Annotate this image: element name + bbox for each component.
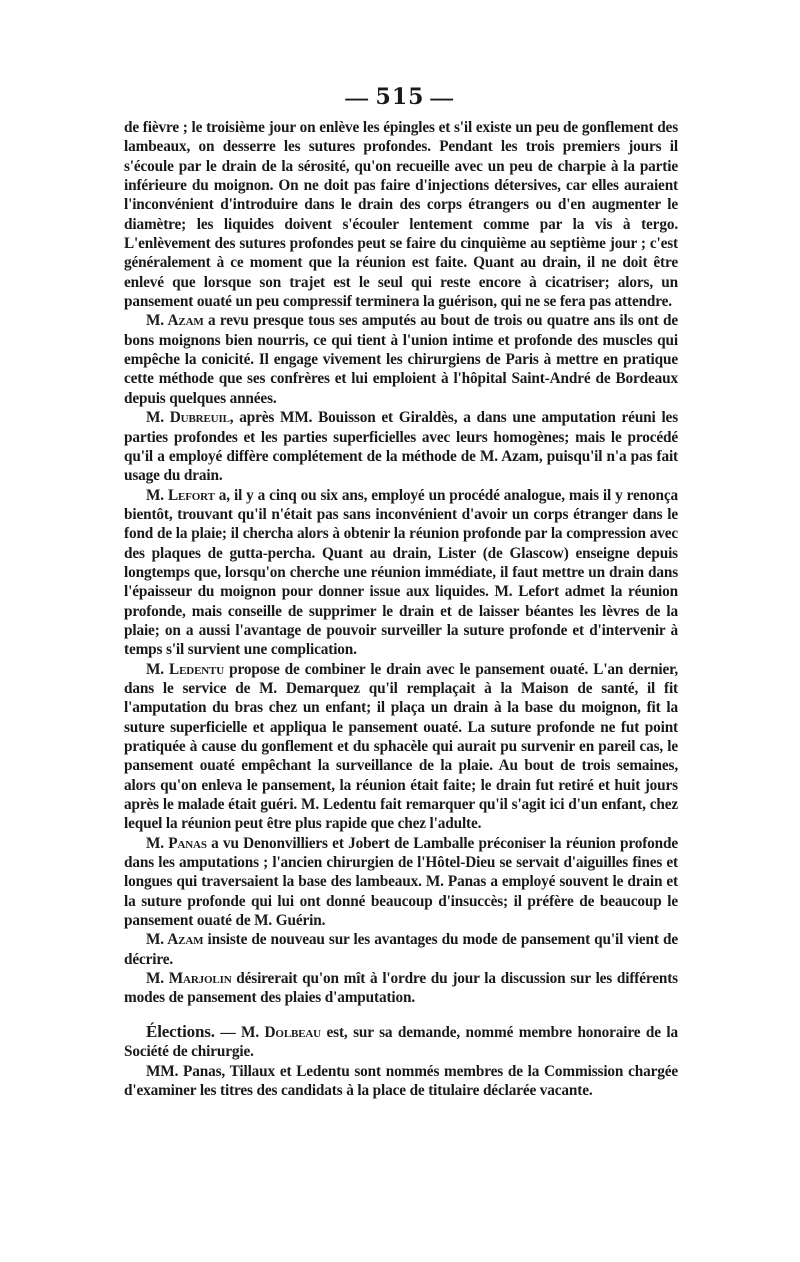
speaker-name: M. Dubreuil (146, 409, 230, 427)
elections-commission: MM. Panas, Tillaux et Ledentu sont nommés membres de la Commission chargée d'examiner les titres des candidats à la place de titulaire déclarée vacante. (124, 1062, 678, 1099)
paragraph-ledentu: M. Ledentu propose de combiner le drain avec le pansement ouaté. L'an dernier, dans le service de M. Demarquez qu'il remplaçait à la Maison de santé, il fit l'amputation du bras chez un enfant; il plaça un drain à la base du moignon, fit la suture superficielle et appliqua le pansement ouaté. La suture profonde ne fut point pratiquée à cause du gonflement et du sphacèle qui aurait pu survenir en pareil cas, le pansement ouaté empêchant la surveillance de la plaie. Au bout de trois semaines, alors qu'on enleva le pansement, la réunion était faite; le drain fut retiré et huit jours après le malade était guéri. M. Ledentu fait remarquer qu'il s'agit ici d'un enfant, chez lequel la réunion peut être plus rapide que chez l'adulte. (124, 660, 678, 833)
paragraph-panas: M. Panas a vu Denonvilliers et Jobert de Lamballe préconiser la réunion profonde dans les amputations ; l'ancien chirurgien de l'Hôtel-Dieu se servait d'aiguilles fines et longues qui traversaient la base des lambeaux. M. Panas a employé souvent le drain et la suture profonde qui lui ont donné beaucoup d'insuccès; il préfère de beaucoup le pansement ouaté de M. Guérin. (124, 834, 678, 930)
page-header (0, 84, 800, 110)
speaker-name: M. Ledentu (146, 660, 225, 678)
paragraph-lefort: M. Lefort a, il y a cinq ou six ans, employé un procédé analogue, mais il y renonça bientôt, trouvant qu'il n'était pas sans inconvénient d'avoir un corps étranger dans le fond de la plaie; il chercha alors à obtenir la réunion profonde par la compression avec des plaques de gutta-percha. Quant au drain, Lister (de Glascow) enseigne depuis longtemps que, lorsqu'on cherche une réunion immédiate, il faut mettre un drain dans l'épaisseur du moignon pour donner issue aux liquides. M. Lefort admet la réunion profonde, mais conseille de supprimer le drain et de laisser béantes les lèvres de la plaie; on a aussi l'avantage de pouvoir surveiller la suture profonde et d'intervenir à temps s'il survient une complication. (124, 486, 678, 659)
paragraph-azam: M. Azam a revu presque tous ses amputés au bout de trois ou quatre ans ils ont de bons moignons bien nourris, ce qui tient à l'union intime et profonde des muscles qui empêche la conicité. Il engage vivement les chirurgiens de Paris à mettre en pratique cette méthode que ses confrères et lui emploient à l'hôpital Saint-André de Bordeaux depuis quelques années. (124, 312, 678, 407)
speaker-name: M. Lefort (146, 486, 215, 504)
header-dash-right: — (429, 88, 457, 108)
speaker-name: M. Panas (146, 834, 207, 852)
speaker-name: M. Azam (146, 931, 204, 949)
section-gap (124, 1008, 678, 1022)
page-number: 515 (375, 84, 425, 110)
paragraph-marjolin: M. Marjolin désirerait qu'on mît à l'ordre du jour la discussion sur les différents modes de pansement des plaies d'amputation. (124, 970, 678, 1007)
elections-heading: Élections. (146, 1021, 215, 1041)
paragraph-1: de fièvre ; le troisième jour on enlève les épingles et s'il existe un peu de gonflement des lambeaux, on desserre les sutures profondes. Pendant les trois premiers jours il s'écoule par le drain de la sérosité, qu'on recueille avec un peu de charpie à la partie inférieure du moignon. On ne doit pas faire d'injections détersives, car elles auraient l'inconvénient d'introduire dans le drain des corps étrangers ou d'en augmenter le diamètre; les liquides doivent s'écouler lentement comme par la vis à tergo. L'enlèvement des sutures profondes peut se faire du cinquième au septième jour ; c'est généralement à ce moment que la réunion est faite. Quant au drain, il ne doit être enlevé que lorsque son trajet est le seul qui reste encore à cicatriser; alors, un pansement ouaté un peu compressif terminera la guérison, qui ne se fera pas attendre. (124, 119, 678, 311)
paragraph-dubreuil: M. Dubreuil, après MM. Bouisson et Giraldès, a dans une amputation réuni les parties profondes et les parties superficielles avec leurs homogènes; mais le procédé qu'il a employé diffère complétement de la méthode de M. Azam, puisqu'il n'a pas fait usage du drain. (124, 409, 679, 485)
elections-paragraph: Élections. — M. Dolbeau est, sur sa demande, nommé membre honoraire de la Société de chirurgie. (124, 1021, 679, 1061)
paragraph-azam-2: M. Azam insiste de nouveau sur les avantages du mode de pansement qu'il vient de décrire. (124, 931, 678, 968)
speaker-name: M. Azam (146, 312, 204, 330)
body-text (124, 118, 678, 1100)
speaker-name: M. Dolbeau (241, 1023, 321, 1041)
header-dash-left: — (343, 88, 371, 108)
speaker-name: M. Marjolin (146, 970, 232, 988)
